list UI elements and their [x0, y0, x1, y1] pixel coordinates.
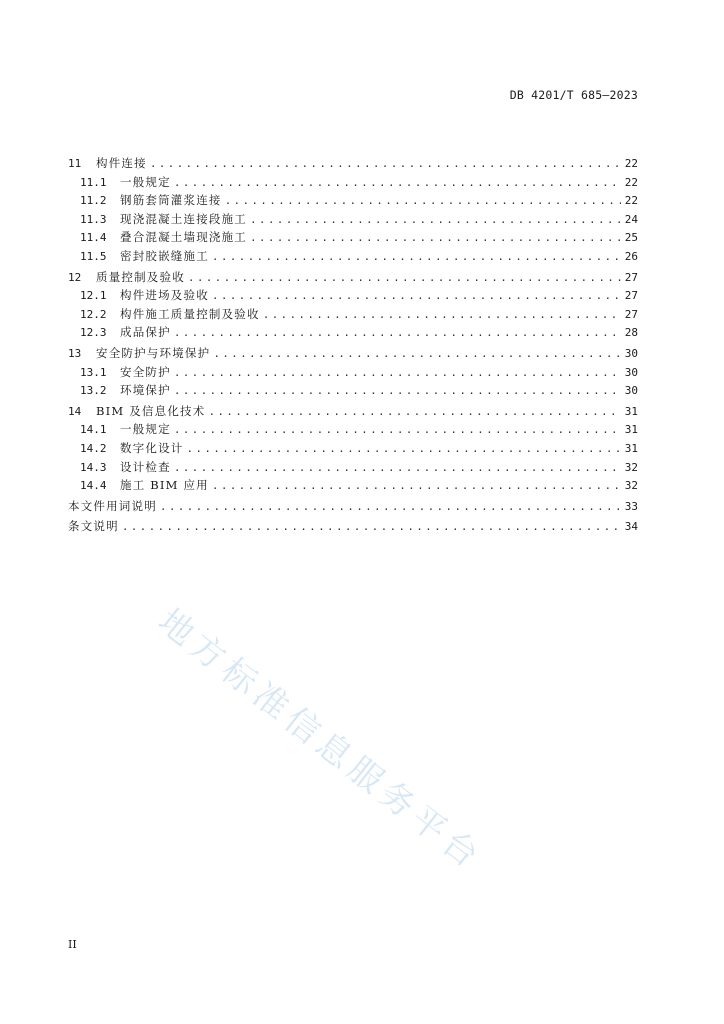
toc-entry-number: 14.1	[80, 423, 107, 437]
toc-entry-title: 设计检查	[120, 459, 171, 474]
toc-dot-leader	[122, 518, 621, 537]
toc-entry-number: 12.3	[80, 326, 107, 340]
toc-entry-page: 28	[624, 326, 638, 340]
toc-entry-number: 13	[68, 346, 82, 360]
toc-entry-title: 一般规定	[120, 422, 171, 437]
toc-entry-page: 31	[624, 441, 638, 455]
toc-entry-title: 条文说明	[68, 519, 119, 534]
toc-entry[interactable]	[68, 344, 638, 363]
toc-entry-number: 11	[68, 157, 82, 170]
toc-entry[interactable]	[68, 268, 638, 287]
watermark: 地方标准信息服务平台	[150, 601, 491, 880]
toc-entry-page: 22	[624, 194, 638, 208]
toc-entry[interactable]	[68, 458, 638, 477]
toc-dot-leader	[174, 459, 621, 478]
toc-entry-title: 构件施工质量控制及验收	[120, 306, 260, 321]
toc-entry-page: 30	[624, 346, 638, 360]
toc-entry-page: 30	[624, 365, 638, 379]
toc-dot-leader	[174, 324, 621, 343]
toc-entry[interactable]	[68, 323, 638, 342]
toc-entry-title: 钢筋套筒灌浆连接	[120, 193, 222, 208]
toc-entry[interactable]	[68, 476, 638, 495]
toc-dot-leader	[212, 248, 621, 267]
toc-entry-page: 24	[624, 212, 638, 226]
toc-entry-title: 质量控制及验收	[96, 269, 185, 284]
toc-entry-title: 数字化设计	[120, 440, 184, 455]
toc-entry[interactable]	[68, 363, 638, 382]
toc-dot-leader	[212, 477, 621, 496]
toc-entry-page: 33	[624, 499, 638, 513]
toc-entry-number: 12.2	[80, 307, 107, 321]
toc-entry-page: 22	[624, 157, 638, 170]
toc-dot-leader	[225, 192, 621, 211]
toc-entry-page: 31	[624, 423, 638, 437]
toc-entry-page: 22	[624, 175, 638, 189]
toc-entry-number: 13.2	[80, 384, 107, 398]
toc-entry-page: 34	[624, 520, 638, 534]
toc-entry-number: 14.2	[80, 441, 107, 455]
toc-entry-title: 安全防护与环境保护	[96, 345, 211, 360]
toc-entry[interactable]	[68, 402, 638, 421]
toc-entry-title: BIM 及信息化技术	[96, 403, 206, 418]
toc-entry-number: 13.1	[80, 365, 107, 379]
toc-entry-number: 11.4	[80, 231, 107, 245]
toc-entry[interactable]	[68, 154, 638, 173]
toc-dot-leader	[188, 269, 621, 288]
toc-entry-title: 本文件用词说明	[68, 498, 157, 513]
toc-dot-leader	[160, 498, 621, 517]
toc-dot-leader	[150, 155, 621, 174]
toc-dot-leader	[174, 174, 621, 193]
toc-entry-page: 30	[624, 384, 638, 398]
toc-entry-number: 14	[68, 404, 82, 418]
toc-entry[interactable]	[68, 228, 638, 247]
toc-entry-title: 一般规定	[120, 174, 171, 189]
toc-entry-title: 环境保护	[120, 383, 171, 398]
toc-entry-number: 11.2	[80, 194, 107, 208]
toc-entry[interactable]	[68, 286, 638, 305]
toc-entry[interactable]	[68, 420, 638, 439]
toc-entry-title: 密封胶嵌缝施工	[120, 248, 209, 263]
toc-entry[interactable]	[68, 497, 638, 516]
toc-entry-title: 构件进场及验收	[120, 288, 209, 303]
toc-entry[interactable]	[68, 439, 638, 458]
toc-dot-leader	[208, 403, 621, 422]
toc-entry-number: 14.3	[80, 460, 107, 474]
toc-entry-title: 安全防护	[120, 364, 171, 379]
toc-entry-title: 现浇混凝土连接段施工	[120, 211, 247, 226]
toc-entry-page: 27	[624, 270, 638, 284]
table-of-contents	[68, 154, 638, 536]
toc-entry-title: 施工 BIM 应用	[120, 478, 209, 493]
toc-entry-page: 26	[624, 249, 638, 263]
toc-dot-leader	[187, 440, 622, 459]
toc-entry-title: 叠合混凝土墙现浇施工	[120, 230, 247, 245]
document-code-header: DB 4201/T 685—2023	[509, 88, 638, 102]
toc-entry[interactable]	[68, 517, 638, 536]
toc-entry-number: 12	[68, 270, 82, 284]
toc-entry-number: 11.3	[80, 212, 107, 226]
toc-entry-number: 11.1	[80, 175, 107, 189]
toc-dot-leader	[250, 211, 621, 230]
toc-entry-number: 11.5	[80, 249, 107, 263]
toc-entry[interactable]	[68, 381, 638, 400]
toc-entry-page: 27	[624, 289, 638, 303]
toc-entry-number: 12.1	[80, 289, 107, 303]
toc-entry[interactable]	[68, 173, 638, 192]
toc-entry-page: 25	[624, 231, 638, 245]
toc-dot-leader	[174, 382, 621, 401]
toc-entry-page: 32	[624, 460, 638, 474]
toc-entry[interactable]	[68, 247, 638, 266]
toc-entry-page: 31	[624, 404, 638, 418]
toc-entry-page: 32	[624, 479, 638, 493]
toc-dot-leader	[213, 345, 621, 364]
toc-dot-leader	[174, 421, 621, 440]
toc-entry[interactable]	[68, 191, 638, 210]
page-number-footer: II	[68, 938, 77, 951]
toc-entry[interactable]	[68, 210, 638, 229]
toc-dot-leader	[174, 364, 621, 383]
toc-dot-leader	[250, 229, 621, 248]
toc-entry[interactable]	[68, 305, 638, 324]
toc-entry-page: 27	[624, 307, 638, 321]
toc-entry-title: 构件连接	[96, 156, 147, 170]
toc-entry-title: 成品保护	[120, 325, 171, 340]
toc-entry-number: 14.4	[80, 479, 107, 493]
toc-dot-leader	[263, 306, 621, 325]
toc-dot-leader	[212, 287, 621, 306]
